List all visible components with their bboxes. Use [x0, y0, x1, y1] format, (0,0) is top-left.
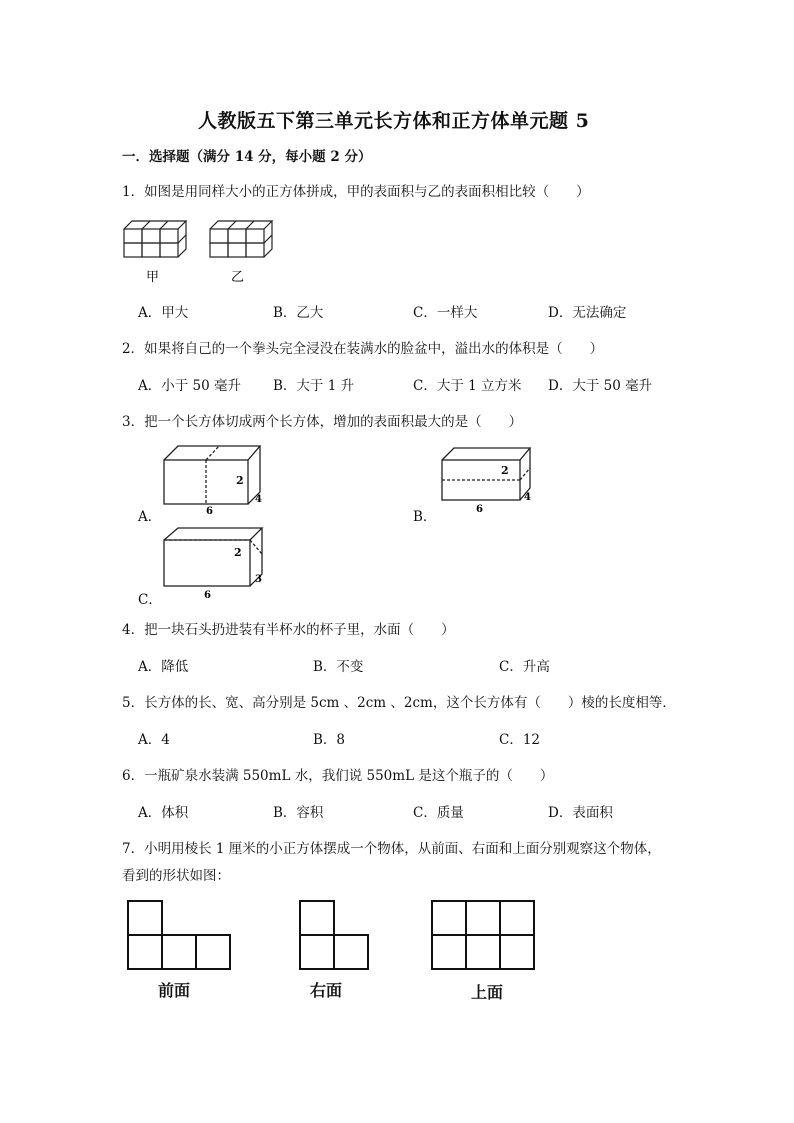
q6-option-b[interactable]: B．容积	[273, 805, 324, 821]
q3-c-dim-width: 3	[255, 574, 262, 585]
q3-box-c	[160, 522, 270, 602]
q7-right-view	[292, 895, 372, 975]
q5-option-a[interactable]: A．4	[138, 732, 170, 748]
q5-option-c[interactable]: C．12	[499, 732, 541, 748]
q2-option-d[interactable]: D．大于 50 毫升	[548, 378, 653, 394]
q6-option-a[interactable]: A．体积	[138, 805, 189, 821]
question-7-line-2: 看到的形状如图：	[122, 868, 230, 884]
q5-option-b[interactable]: B．8	[313, 732, 346, 748]
question-4: 4．把一块石头扔进装有半杯水的杯子里，水面（ ）	[122, 622, 455, 638]
q1-option-d[interactable]: D．无法确定	[548, 305, 627, 321]
q1-cube-figure	[118, 215, 283, 290]
q1-label-yi: 乙	[231, 270, 245, 285]
q7-front-view	[120, 895, 240, 975]
q2-option-c[interactable]: C．大于 1 立方米	[413, 378, 522, 394]
section-heading: 一．选择题（满分 14 分，每小题 2 分）	[122, 149, 372, 165]
question-7-line-1: 7．小明用棱长 1 厘米的小正方体摆成一个物体，从前面、右面和上面分别观察这个物体，	[122, 841, 661, 857]
q1-option-b[interactable]: B．乙大	[273, 305, 324, 321]
question-1: 1．如图是用同样大小的正方体拼成，甲的表面积与乙的表面积相比较（ ）	[122, 184, 590, 200]
question-5: 5．长方体的长、宽、高分别是 5cm 、2cm 、2cm，这个长方体有（ ）棱的长度相等．	[122, 695, 676, 711]
q3-option-c[interactable]: C．	[138, 592, 162, 608]
q2-option-a[interactable]: A．小于 50 毫升	[138, 378, 242, 394]
q7-front-label: 前面	[158, 981, 191, 1000]
q3-a-dim-length: 6	[206, 506, 213, 516]
q4-option-c[interactable]: C．升高	[499, 659, 550, 675]
page-title: 人教版五下第三单元长方体和正方体单元题 5	[198, 110, 590, 132]
question-2: 2．如果将自己的一个拳头完全浸没在装满水的脸盆中，溢出水的体积是（ ）	[122, 341, 604, 357]
q3-a-dim-width: 4	[255, 494, 262, 505]
q3-box-b	[438, 440, 538, 516]
q6-option-d[interactable]: D．表面积	[548, 805, 613, 821]
q7-right-label: 右面	[310, 981, 343, 1000]
q4-option-a[interactable]: A．降低	[138, 659, 189, 675]
q3-c-dim-height: 2	[234, 546, 242, 559]
q6-option-c[interactable]: C．质量	[413, 805, 464, 821]
q1-option-a[interactable]: A．甲大	[138, 305, 189, 321]
q3-box-a	[160, 440, 270, 516]
q3-b-dim-length: 6	[476, 504, 483, 515]
q7-top-view	[424, 895, 544, 975]
q3-b-dim-width: 4	[524, 492, 531, 503]
q3-a-dim-height: 2	[236, 474, 244, 487]
q3-c-dim-length: 6	[204, 590, 211, 601]
question-3: 3．把一个长方体切成两个长方体，增加的表面积最大的是（ ）	[122, 414, 523, 430]
q3-option-a[interactable]: A．	[138, 509, 162, 525]
q3-b-dim-height: 2	[501, 464, 509, 477]
q1-option-c[interactable]: C．一样大	[413, 305, 478, 321]
q4-option-b[interactable]: B．不变	[313, 659, 364, 675]
question-6: 6．一瓶矿泉水装满 550mL 水，我们说 550mL 是这个瓶子的（ ）	[122, 768, 554, 784]
q3-option-b[interactable]: B．	[413, 509, 437, 525]
q2-option-b[interactable]: B．大于 1 升	[273, 378, 355, 394]
q7-top-label: 上面	[471, 983, 504, 1002]
q1-label-jia: 甲	[146, 270, 160, 285]
